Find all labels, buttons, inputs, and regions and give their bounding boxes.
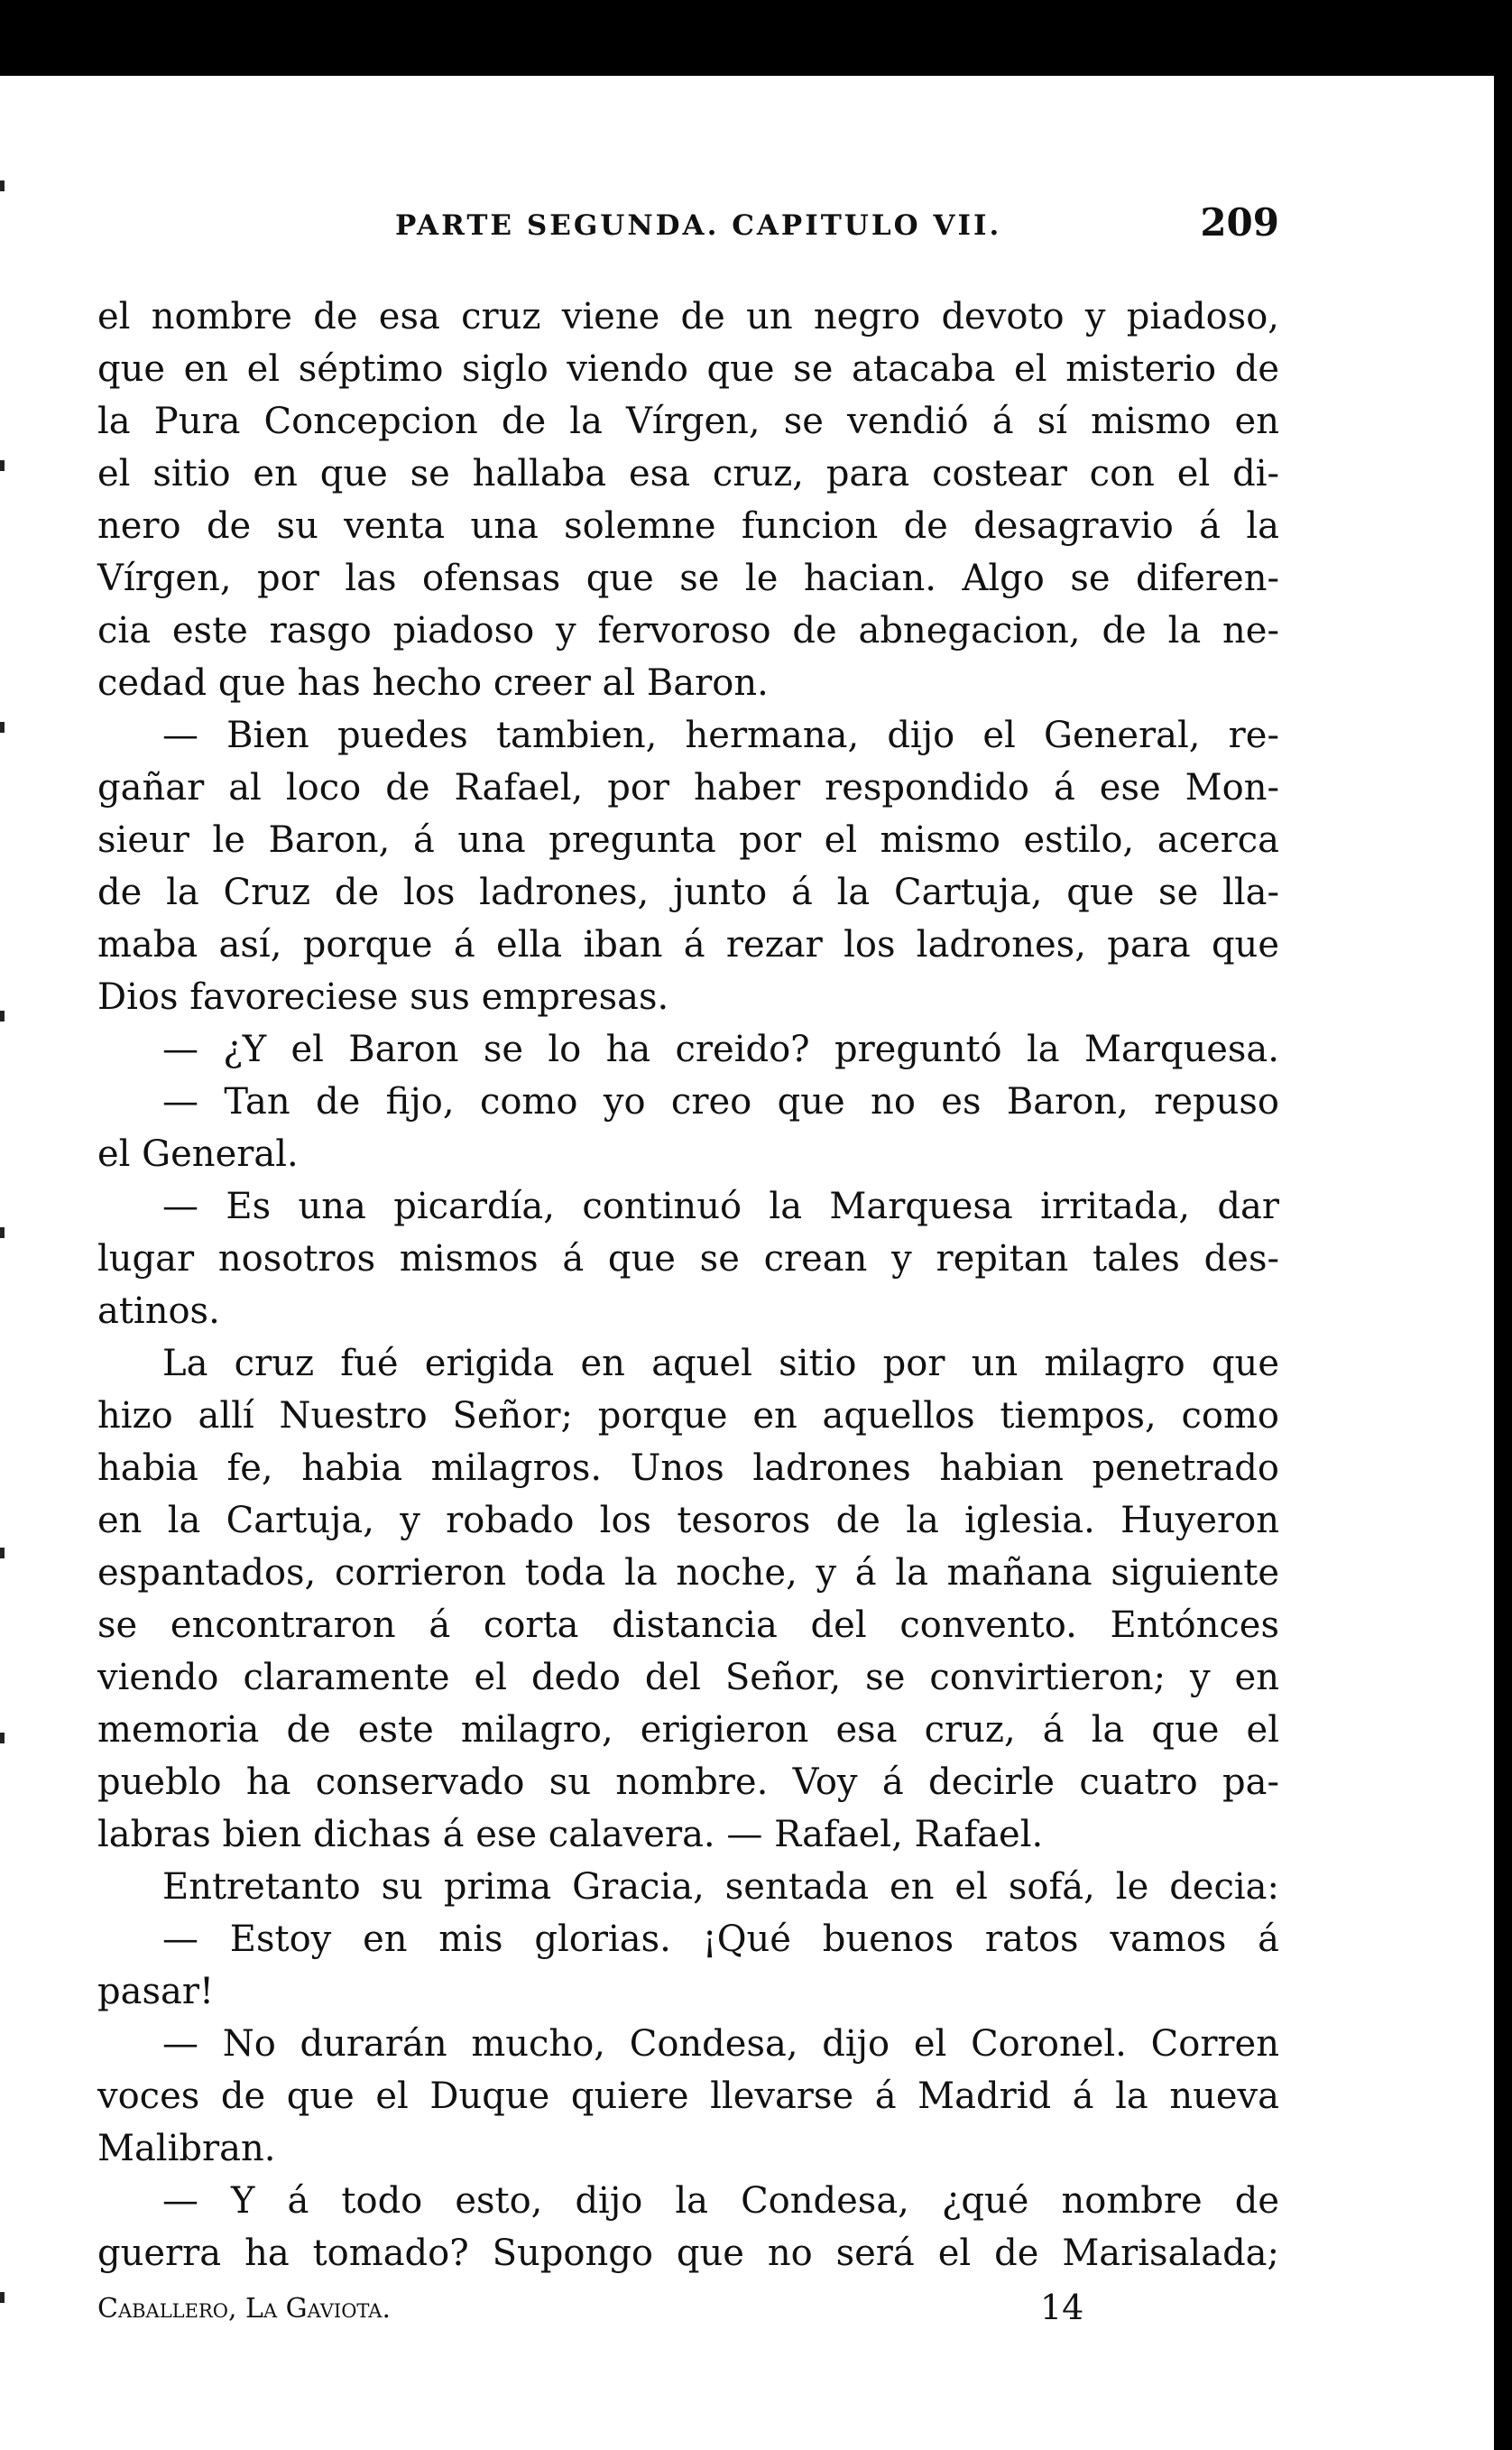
text-line: habia fe, habia milagros. Unos ladrones habian penetrado [97, 1447, 1279, 1489]
scan-edge-mark [0, 1548, 5, 1558]
text-line: viendo claramente el dedo del Señor, se convirtieron; y en [97, 1657, 1279, 1698]
text-line: — Y á todo esto, dijo la Condesa, ¿qué nombre de [162, 2180, 1279, 2222]
text-line: el nombre de esa cruz viene de un negro devoto y piadoso, [97, 296, 1279, 337]
text-line: — Estoy en mis glorias. ¡Qué buenos ratos vamos á [162, 1918, 1279, 1960]
text-line: pasar! [97, 1971, 215, 2012]
scan-edge-mark [0, 722, 5, 733]
scan-edge-mark [0, 1733, 5, 1743]
text-line: cedad que has hecho creer al Baron. [97, 662, 769, 704]
text-line: — ¿Y el Baron se lo ha creido? preguntó la Marquesa. [162, 1029, 1279, 1070]
text-line: la Pura Concepcion de la Vírgen, se vendió á sí mismo en [97, 401, 1279, 442]
text-line: — No durarán mucho, Condesa, dijo el Coronel. Corren [162, 2023, 1279, 2065]
text-line: gañar al loco de Rafael, por haber respondido á ese Mon- [97, 767, 1279, 809]
text-line: Entretanto su prima Gracia, sentada en el sofá, le decia: [162, 1866, 1279, 1908]
page-number: 209 [1200, 200, 1279, 245]
text-line: en la Cartuja, y robado los tesoros de la iglesia. Huyeron [97, 1500, 1279, 1541]
text-line: espantados, corrieron toda la noche, y á la mañana siguiente [97, 1552, 1279, 1594]
text-line: nero de su venta una solemne funcion de desagravio á la [97, 505, 1279, 547]
text-line: maba así, porque á ella iban á rezar los ladrones, para que [97, 924, 1279, 966]
text-line: Dios favoreciese sus empresas. [97, 976, 669, 1018]
page-footer [97, 2288, 1279, 2333]
text-line: que en el séptimo siglo viendo que se atacaba el misterio de [97, 348, 1279, 390]
scan-edge-mark [0, 2292, 5, 2303]
text-line: voces de que el Duque quiere llevarse á Madrid á la nueva [97, 2076, 1279, 2117]
text-line: el General. [97, 1133, 299, 1175]
text-line: hizo allí Nuestro Señor; porque en aquellos tiempos, como [97, 1395, 1279, 1437]
scan-edge-mark [0, 1227, 5, 1238]
text-line: labras bien dichas á ese calavera. — Rafael, Rafael. [97, 1814, 1044, 1855]
signature-mark: 14 [1040, 2288, 1084, 2327]
text-line: — Tan de fijo, como yo creo que no es Baron, repuso [162, 1081, 1279, 1123]
text-line: pueblo ha conservado su nombre. Voy á decirle cuatro pa- [97, 1761, 1279, 1803]
text-line: el sitio en que se hallaba esa cruz, para costear con el di- [97, 453, 1279, 495]
text-line: lugar nosotros mismos á que se crean y repitan tales des- [97, 1238, 1279, 1280]
text-line: Vírgen, por las ofensas que se le hacian. Algo se diferen- [97, 558, 1279, 599]
scan-edge-mark [0, 1011, 5, 1022]
scan-edge-mark [0, 460, 5, 471]
page-header [97, 200, 1279, 254]
scan-edge-mark [0, 180, 5, 191]
scan-right-border [1494, 76, 1512, 2450]
text-line: sieur le Baron, á una pregunta por el mismo estilo, acerca [97, 819, 1279, 861]
text-line: — Es una picardía, continuó la Marquesa irritada, dar [162, 1186, 1279, 1227]
text-line: Malibran. [97, 2128, 276, 2169]
text-line: — Bien puedes tambien, hermana, dijo el General, re- [162, 715, 1279, 756]
text-line: La cruz fué erigida en aquel sitio por un milagro que [162, 1343, 1279, 1384]
scan-top-border [0, 0, 1512, 76]
text-line: de la Cruz de los ladrones, junto á la Cartuja, que se lla- [97, 872, 1279, 913]
text-line: atinos. [97, 1290, 220, 1332]
page-body [97, 291, 1279, 2279]
footer-author-title: Caballero, La Gaviota. [97, 2293, 391, 2325]
text-line: memoria de este milagro, erigieron esa cruz, á la que el [97, 1709, 1279, 1751]
text-line: guerra ha tomado? Supongo que no será el de Marisalada; [97, 2233, 1279, 2274]
text-line: se encontraron á corta distancia del convento. Entónces [97, 1604, 1279, 1646]
running-head: PARTE SEGUNDA. CAPITULO VII. [395, 209, 1002, 242]
text-line: cia este rasgo piadoso y fervoroso de abnegacion, de la ne- [97, 610, 1279, 652]
